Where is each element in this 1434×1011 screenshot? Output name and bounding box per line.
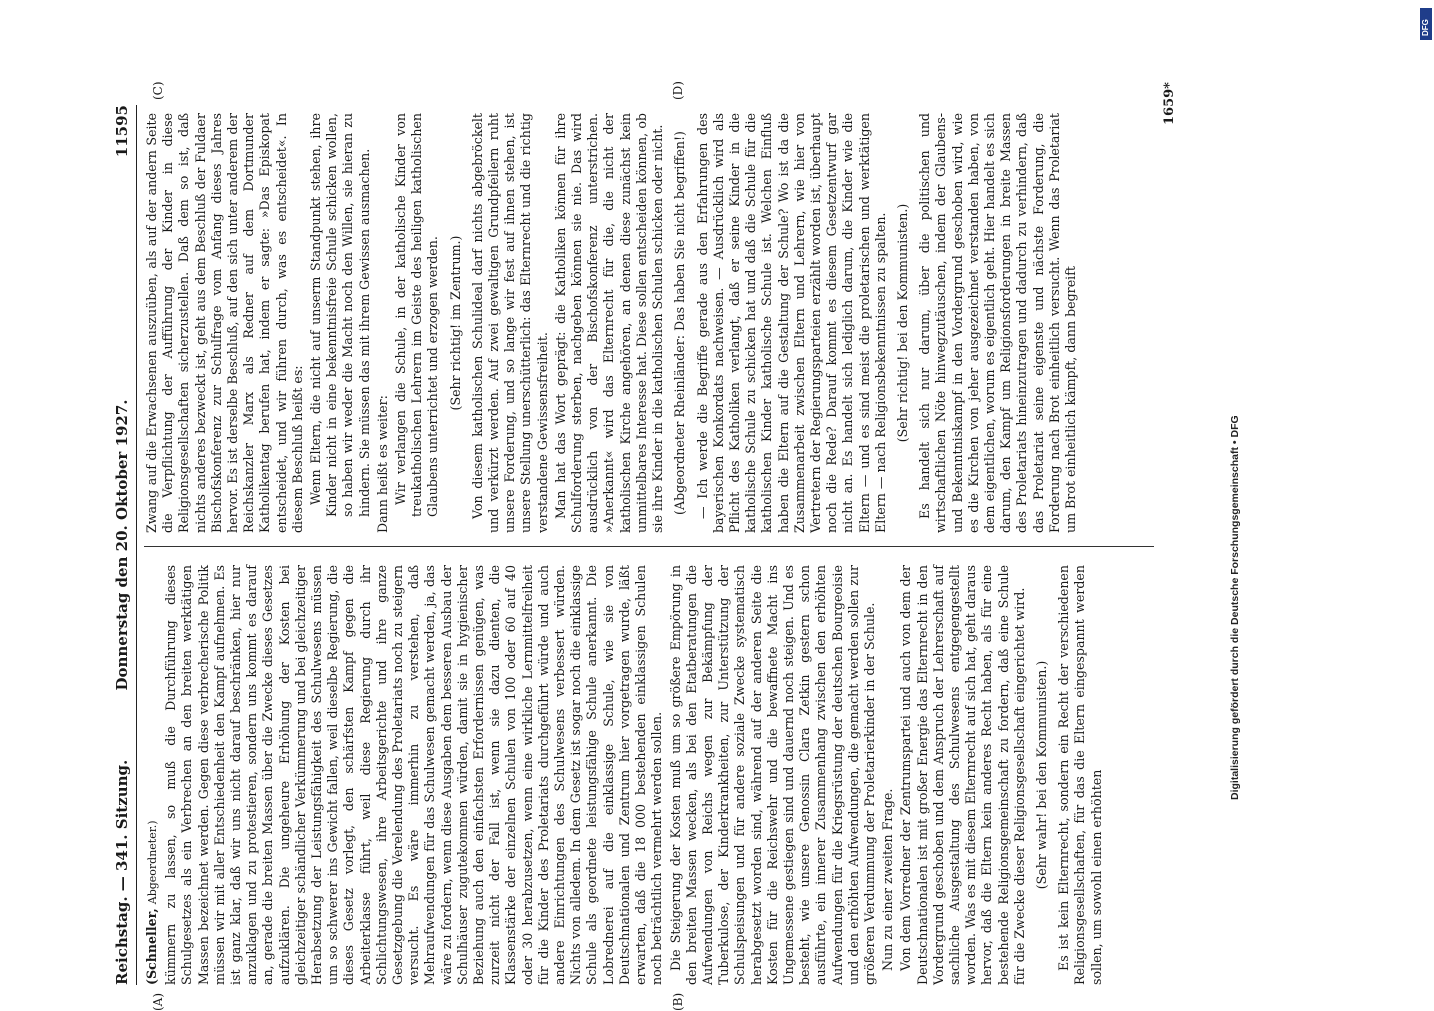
left-column <box>144 565 1107 985</box>
dfg-logo: DFG <box>1420 8 1432 40</box>
paragraph: Von diesem katholischen Schulideal darf nichts abgebröckelt und verkürzt werden. Auf zwei gewaltigen Grundpfeilern ruht unsere Forderung, und so lange wir fest auf ihnen stehen, ist unsere Stellung unerschütterlich: das Elternrecht und die richtig verstandene Gewissensfreiheit. <box>469 113 550 533</box>
quote: Wenn Eltern, die nicht auf unserm Standpunkt stehen, ihre Kinder nicht in eine bekenntnisfreie Schule schicken wollen, so haben wir weder die Macht noch den Willen, sie hieran zu hindern. Sie müssen das mit ihrem Gewissen ausmachen. <box>308 113 372 517</box>
scanned-page <box>110 81 1210 1011</box>
paragraph: Zwang auf die Erwachsenen auszuüben, als auf der andern Seite die Verpflichtung der Aufführung der Kinder in diese Religionsgesellschaften sicherzustellen. Daß dem so ist, daß nichts anderes bezweckt ist, geht aus dem Beschluß der Fuldaer Bischofskonferenz zur Schulfrage vom Anfang dieses Jahres hervor. Es ist derselbe Beschluß, auf den sich unter anderem der Reichskanzler Marx als Redner auf dem Dortmunder Katholikentag berufen hat, indem er sagte: »Das Episkopat entscheidet, und wir führen durch, was es entscheidet«. In diesem Beschluß heißt es: <box>144 113 305 533</box>
paragraph: Von dem Vorredner der Zentrumspartei und auch von dem der Deutschnationalen ist mit großer Energie das Elternrecht in den Vordergrund geschoben und dem Anspruch der Lehrerschaft auf sachliche Ausgestaltung des Schulwesens entgegengestellt worden. Was es mit diesem Elternrecht auf sich hat, geht daraus hervor, daß die Eltern kein anderes Recht haben, als für eine bestehende Religionsgemeinschaft zu fordern, daß eine Schule für die Zwecke dieser Religionsgesellschaft eingerichtet wird. <box>898 565 1027 985</box>
paragraph: kümmern zu lassen, so muß die Durchführung dieses Schulgesetzes als ein Verbrechen an den breiten werktätigen Massen bezeichnet werden. Gegen diese verbrecherische Politik müssen wir mit aller Entschiedenheit den Kampf aufnehmen. Es ist ganz klar, daß wir uns nicht darauf beschränken, hier nur anzuklagen und zu protestieren, sondern uns kommt es darauf an, gerade die breiten Massen über die Zwecke dieses Gesetzes aufzuklären. Die ungeheure Erhöhung der Kosten bei gleichzeitiger schändlicher Verkümmerung und bei gleichzeitiger Herabsetzung der Leistungsfähigkeit des Schulwesens müssen um so schwerer ins Gewicht fallen, weil dieselbe Regierung, die dieses Gesetz vorlegt, den schärfsten Kampf gegen die Arbeiterklasse führt, weil diese Regierung durch ihr Schlichtungswesen, ihre Arbeitsgerichte und ihre ganze Gesetzgebung die Verelendung des Proletariats noch zu steigern versucht. Es wäre immerhin zu verstehen, daß Mehraufwendungen für das Schulwesen gemacht werden, ja, das wäre zu fordern, wenn diese Ausgaben dem besseren Ausbau der Schulhäuser zugutekommen würden, damit sie in hygienischer Beziehung auch den einfachsten Erfordernissen genügen, was zurzeit nicht der Fall ist, wenn sie dazu dienten, die Klassenstärke der einzelnen Schulen von 100 oder 60 auf 40 oder 30 herabzusetzen, wenn eine wirkliche Lernmittelfreiheit für die Kinder des Proletariats durchgeführt würde und auch andere Einrichtungen des Schulwesens verbessert würden. Nichts von alledem. In dem Gesetz ist sogar noch die einklassige Schule als geordnete leistungsfähige Schule anerkannt. Die Lobrednerei auf die einklassige Schule, wie sie von Deutschnationalen und Zentrum hier vorgetragen wurde, läßt erwarten, daß die 18 000 bestehenden einklassigen Schulen noch beträchtlich vermehrt werden sollen. <box>163 565 665 985</box>
margin-letter-b: (B) <box>671 992 685 1011</box>
header-date: Donnerstag den 20. Oktober 1927. <box>113 399 131 691</box>
interjection: (Sehr richtig! bei den Kommunisten.) <box>894 203 910 443</box>
interjection: (Sehr richtig! im Zentrum.) <box>447 235 463 411</box>
paragraph: Die Steigerung der Kosten muß um so größere Empörung in den breiten Massen wecken, als bei den Etatberatungen die Aufwendungen von Reichs wegen zur Bekämpfung der Tuberkulose, der Kinderkrankheiten, zur Unterstützung der Schulspeisungen und für andere soziale Zwecke systematisch herabgesetzt worden sind, während auf der anderen Seite die Kosten für die Reichswehr und die bewaffnete Macht ins Ungemessene gestiegen sind und dauernd noch steigen. Und es besteht, wie unsere Genossin Clara Zetkin gestern schon ausführte, ein innerer Zusammenhang zwischen den erhöhten Aufwendungen für die Kriegsrüstung der deutschen Bourgeoisie und den erhöhten Aufwendungen, die gemacht werden sollen zur größeren Verdummung der Proletarierkinder in der Schule. <box>667 565 877 985</box>
digitization-credit: Digitalisierung gefördert durch die Deutsche Forschungsgemeinschaft • DFG <box>1229 415 1241 800</box>
header-session: Reichstag. — 341. Sitzung. <box>113 759 131 985</box>
paragraph: Dann heißt es weiter: <box>374 395 390 533</box>
margin-letter-c: (C) <box>151 81 165 100</box>
interjection: (Abgeordneter Rheinländer: Das haben Sie nicht begriffen!) <box>672 131 688 515</box>
page-footer-number: 1659* <box>1162 82 1177 125</box>
paragraph: Es ist kein Elternrecht, sondern ein Recht der verschiedenen Religionsgesellschaften, für das die Eltern eingespannt werden sollen, um sowohl einen erhöhten <box>1056 565 1104 985</box>
margin-letter-a: (A) <box>151 992 165 1011</box>
speaker-line <box>144 565 161 985</box>
paragraph: — Ich werde die Begriffe gerade aus den Erfahrungen des bayerischen Konkordats nachweisen. — Ausdrücklich wird als Pflicht des Katholiken verlangt, daß er seine Kinder in die katholische Schule zu schicken hat und daß die Schule für die katholischen Kinder katholische Schule ist. Welchen Einfluß haben die Eltern auf die Gestaltung der Schule? Wo ist da die Zusammenarbeit zwischen Eltern und Lehrern, wie hier von Vertretern der Regierungsparteien erzählt worden ist, überhaupt noch die Rede? Darauf kommt es diesem Gesetzentwurf gar nicht an. Es handelt sich lediglich darum, die Kinder wie die Eltern — und es sind meist die proletarischen und werktätigen Eltern — nach Religionsbekenntnissen zu spalten. <box>694 113 888 533</box>
quote: Wir verlangen die Schule, in der katholische Kinder von treukatholischen Lehrern im Geiste des heiligen katholischen Glaubens unterrichtet und erzogen werden. <box>393 113 441 517</box>
paragraph: Es handelt sich nur darum, über die politischen und wirtschaftlichen Nöte hinwegzutäuschen, indem der Glaubens- und Bekenntniskampf in den Vordergrund geschoben wird, wie es die Kirchen von jeher ausgezeichnet verstanden haben, von dem eigentlichen, worum es eigentlich geht. Hier handelt es sich darum, den Kampf um Religionsforderungen in breite Massen des Proletariats hineinzutragen und dadurch zu verhindern, daß das Proletariat seine eigenste und nächste Forderung, die Forderung nach Brot einheitlich versucht. Wenn das Proletariat um Brot einheitlich kämpft, dann begreift <box>917 113 1078 533</box>
speaker-role: Abgeordneter.) <box>146 820 159 905</box>
page-header <box>110 105 137 985</box>
paragraph: Nun zu einer zweiten Frage. <box>880 788 896 971</box>
paragraph: Man hat das Wort geprägt: die Katholiken können für ihre Schulforderung sterben, nachgeben können sie nie. Das wird ausdrücklich von der Bischofskonferenz unterstrichen. »Anerkannt« wird das Elternrecht für die, die nicht der katholischen Kirche angehören, an denen diese zunächst kein unmittelbares Interesse hat. Diese sollen entscheiden können, ob sie ihre Kinder in die katholischen Schulen schicken oder nicht. <box>552 113 666 533</box>
interjection: (Sehr wahr! bei den Kommunisten.) <box>1033 660 1049 890</box>
header-page-number: 11595 <box>113 105 131 158</box>
right-column <box>144 113 1081 533</box>
speaker-name: (Schneller, <box>144 908 159 985</box>
column-divider <box>144 546 1154 547</box>
margin-letter-d: (D) <box>671 81 685 100</box>
